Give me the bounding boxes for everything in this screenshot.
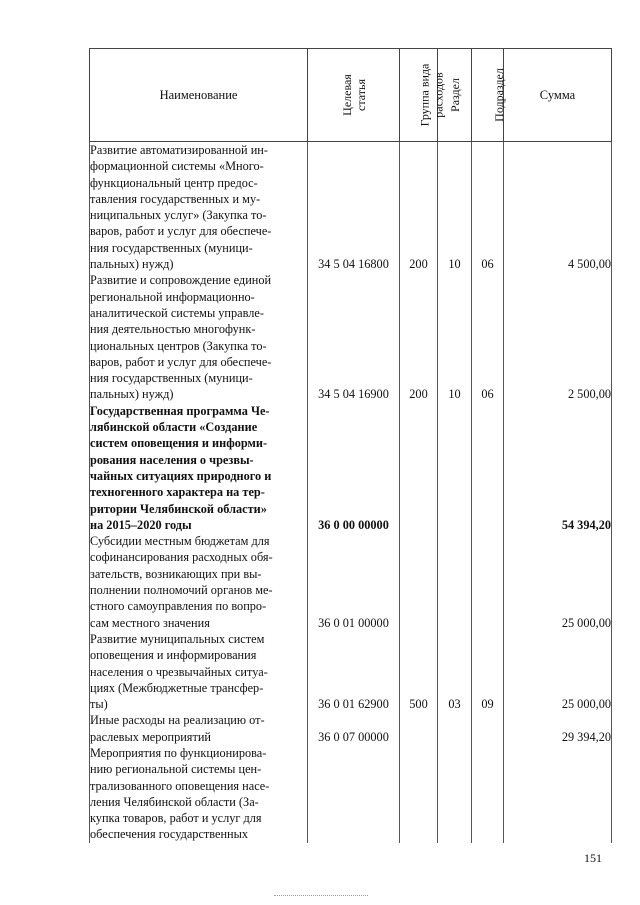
- row-subsection: 06: [472, 272, 504, 402]
- row-name-line: функциональный центр предос-: [90, 175, 258, 190]
- row-name-line: рования населения о чрезвы-: [90, 452, 254, 467]
- table-row: [90, 712, 612, 745]
- row-name-line: Развитие и сопровождение единой: [90, 273, 272, 288]
- row-name-line: раслевых мероприятий: [90, 729, 211, 744]
- row-section: 10: [438, 142, 472, 273]
- row-name-line: Развитие автоматизированной ин-: [90, 143, 268, 157]
- row-name: [90, 142, 308, 273]
- row-name: [90, 712, 308, 745]
- row-expense-group: 200: [400, 142, 438, 273]
- row-expense-group: 500: [400, 631, 438, 712]
- row-name-line: ритории Челябинской области»: [90, 501, 267, 516]
- row-name-line: пальных) нужд): [90, 257, 174, 272]
- table-row: [90, 631, 612, 712]
- row-name: [90, 533, 308, 631]
- row-sum: 25 000,00: [504, 533, 612, 631]
- header-sum: Сумма: [504, 49, 612, 142]
- row-name-line: ния государственных (муници-: [90, 240, 253, 255]
- table-header-row: [90, 49, 612, 142]
- row-name: [90, 403, 308, 533]
- row-subsection: 06: [472, 142, 504, 273]
- row-name: [90, 631, 308, 712]
- row-name-line: Мероприятия по функционирова-: [90, 745, 267, 760]
- header-subsection: Подраздел: [472, 49, 504, 142]
- row-name-line: циональных центров (Закупка то-: [90, 338, 267, 353]
- row-name-line: Развитие муниципальных систем: [90, 631, 265, 646]
- row-expense-group: [400, 745, 438, 843]
- budget-table: [89, 48, 612, 843]
- row-expense-group: [400, 403, 438, 533]
- row-name-line: обеспечения государственных: [90, 827, 249, 842]
- row-name-line: ниципальных услуг» (Закупка то-: [90, 208, 267, 223]
- row-name-line: пальных) нужд): [90, 387, 174, 402]
- row-name-line: техногенного характера на тер-: [90, 485, 265, 500]
- row-subsection: [472, 403, 504, 533]
- row-name: [90, 745, 308, 843]
- row-expense-group: [400, 712, 438, 745]
- row-target-article: 36 0 01 62900: [308, 631, 400, 712]
- row-sum: 25 000,00: [504, 631, 612, 712]
- row-section: [438, 533, 472, 631]
- row-name-line: стного самоуправления по вопро-: [90, 599, 267, 614]
- table-row: [90, 533, 612, 631]
- row-target-article: 36 0 07 00000: [308, 712, 400, 745]
- page-number: 151: [584, 851, 602, 865]
- row-name-line: варов, работ и услуг для обеспече-: [90, 354, 272, 369]
- row-target-article: 36 0 01 00000: [308, 533, 400, 631]
- row-name-line: чайных ситуациях природного и: [90, 468, 272, 483]
- row-sum: 2 500,00: [504, 272, 612, 402]
- row-section: 03: [438, 631, 472, 712]
- row-name-line: нию региональной системы цен-: [90, 762, 262, 777]
- row-name: [90, 272, 308, 402]
- row-sum: 54 394,20: [504, 403, 612, 533]
- row-name-line: полнении полномочий органов ме-: [90, 583, 273, 598]
- row-subsection: [472, 745, 504, 843]
- row-name-line: систем оповещения и информи-: [90, 436, 268, 451]
- row-name-line: циях (Межбюджетные трансфер-: [90, 680, 264, 695]
- row-name-line: купка товаров, работ и услуг для: [90, 811, 262, 826]
- row-subsection: [472, 533, 504, 631]
- row-expense-group: 200: [400, 272, 438, 402]
- row-name-line: Иные расходы на реализацию от-: [90, 713, 265, 728]
- row-target-article: [308, 745, 400, 843]
- row-name-line: сам местного значения: [90, 615, 210, 630]
- row-name-line: ты): [90, 697, 108, 712]
- row-name-line: тавления государственных и му-: [90, 191, 261, 206]
- row-sum: [504, 745, 612, 843]
- header-name: Наименование: [90, 49, 308, 142]
- row-name-line: варов, работ и услуг для обеспече-: [90, 224, 272, 239]
- header-expense-group: Группа вида расходов: [400, 49, 438, 142]
- table-body: [90, 142, 612, 843]
- row-section: [438, 745, 472, 843]
- row-name-line: ния деятельностью многофунк-: [90, 322, 256, 337]
- row-name-line: на 2015–2020 годы: [90, 517, 192, 532]
- row-name-line: Субсидии местным бюджетам для: [90, 534, 270, 549]
- row-name-line: трализованного оповещения насе-: [90, 778, 270, 793]
- row-name-line: ления Челябинской области (За-: [90, 794, 259, 809]
- row-expense-group: [400, 533, 438, 631]
- table-row: [90, 745, 612, 843]
- row-section: [438, 403, 472, 533]
- row-sum: 4 500,00: [504, 142, 612, 273]
- row-target-article: 36 0 00 00000: [308, 403, 400, 533]
- row-name-line: Государственная программа Че-: [90, 403, 270, 418]
- table-row: [90, 272, 612, 402]
- footer-mark: [274, 895, 368, 897]
- row-sum: 29 394,20: [504, 712, 612, 745]
- row-name-line: ния государственных (муници-: [90, 371, 253, 386]
- row-subsection: [472, 712, 504, 745]
- row-target-article: 34 5 04 16800: [308, 142, 400, 273]
- table-row: [90, 403, 612, 533]
- header-target-article: Целевая статья: [308, 49, 400, 142]
- row-name-line: оповещения и информирования: [90, 648, 257, 663]
- table-row: [90, 142, 612, 273]
- row-section: [438, 712, 472, 745]
- header-section: Раздел: [438, 49, 472, 142]
- row-subsection: 09: [472, 631, 504, 712]
- row-name-line: формационной системы «Много-: [90, 159, 264, 174]
- row-section: 10: [438, 272, 472, 402]
- row-name-line: региональной информационно-: [90, 289, 255, 304]
- row-name-line: софинансирования расходных обя-: [90, 550, 273, 565]
- row-name-line: лябинской области «Создание: [90, 420, 258, 435]
- row-target-article: 34 5 04 16900: [308, 272, 400, 402]
- row-name-line: населения о чрезвычайных ситуа-: [90, 664, 268, 679]
- row-name-line: аналитической системы управле-: [90, 305, 264, 320]
- row-name-line: зательств, возникающих при вы-: [90, 566, 262, 581]
